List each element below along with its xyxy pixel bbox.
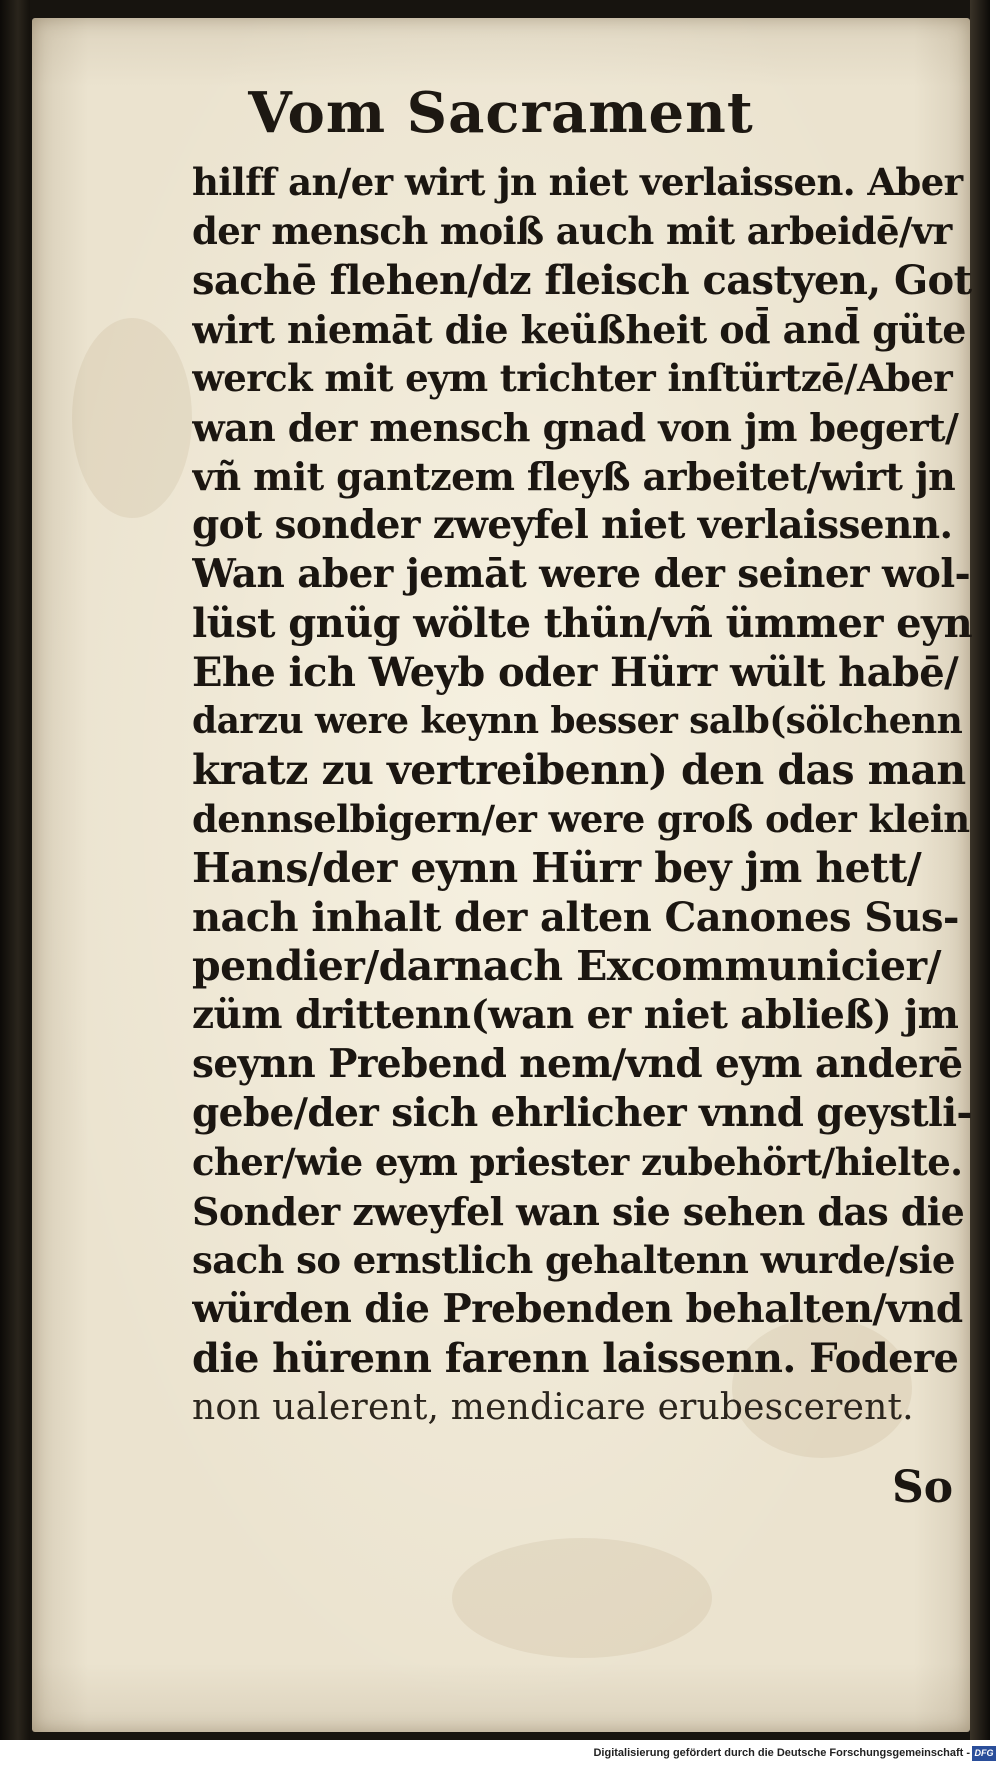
body-text (192, 158, 972, 1432)
text-line: sachē flehen/dz fleisch castyen, Got (192, 257, 972, 304)
text-line: wirt niemāt die keüßheit od̄ and̄ güte (192, 307, 966, 352)
dfg-logo: DFG (972, 1746, 996, 1761)
text-line: hilff an/er wirt jn niet verlaissen. Aber (192, 160, 963, 204)
text-line: non ualerent, mendicare erubescerent. (192, 1387, 914, 1428)
text-line: seynn Prebend nem/vnd eym anderē (192, 1041, 963, 1087)
funding-credit: Digitalisierung gefördert durch die Deutsche Forschungsgemeinschaft - (593, 1747, 970, 1759)
text-line: kratz zu vertreibenn) den das man (192, 746, 966, 794)
text-line: darzu were keynn besser salb(sölchenn (192, 700, 963, 742)
footer-bar (0, 1744, 1000, 1766)
text-line: cher/wie eym priester zubehört/hielte. (192, 1140, 963, 1184)
running-head: Vom Sacrament (248, 80, 754, 146)
text-line: wan der mensch gnad von jm begert/ (192, 405, 959, 450)
text-line: Wan aber jemāt were der seiner wol- (192, 551, 971, 597)
text-line: gebe/der sich ehrlicher vnnd geystli- (192, 1090, 972, 1136)
text-line: vñ mit gantzem fleyß arbeitet/wirt jn (192, 454, 956, 499)
text-line: got sonder zweyfel niet verlaissenn. (192, 502, 953, 548)
text-line: sach so ernstlich gehaltenn wurde/sie (192, 1238, 955, 1282)
text-line: nach inhalt der alten Canones Sus- (192, 894, 959, 941)
text-line: pendier/darnach Excommunicier/ (192, 942, 941, 990)
paper-stain (72, 318, 192, 518)
text-line: Sonder zweyfel wan sie sehen das die (192, 1189, 965, 1234)
text-line: dennselbigern/er were groß oder klein (192, 797, 970, 841)
book-right-edge (970, 0, 990, 1740)
text-line: der mensch moiß auch mit arbeidē/vr (192, 209, 952, 253)
book-page (32, 18, 970, 1732)
book-spine-edge (0, 0, 30, 1740)
text-line: züm drittenn(wan er niet abließ) jm (192, 992, 959, 1038)
text-line: Hans/der eynn Hürr bey jm hett/ (192, 844, 922, 892)
text-line: die hürenn farenn laissenn. Fodere (192, 1335, 959, 1382)
text-line: würden die Prebenden behalten/vnd (192, 1286, 963, 1332)
catchword: So (892, 1462, 954, 1513)
paper-stain (452, 1538, 712, 1658)
text-line: lüst gnüg wölte thün/vñ ümmer eyn (192, 600, 972, 647)
text-line: werck mit eym trichter inſtürtzē/Aber (192, 356, 953, 400)
text-line: Ehe ich Weyb oder Hürr wült habē/ (192, 649, 959, 696)
